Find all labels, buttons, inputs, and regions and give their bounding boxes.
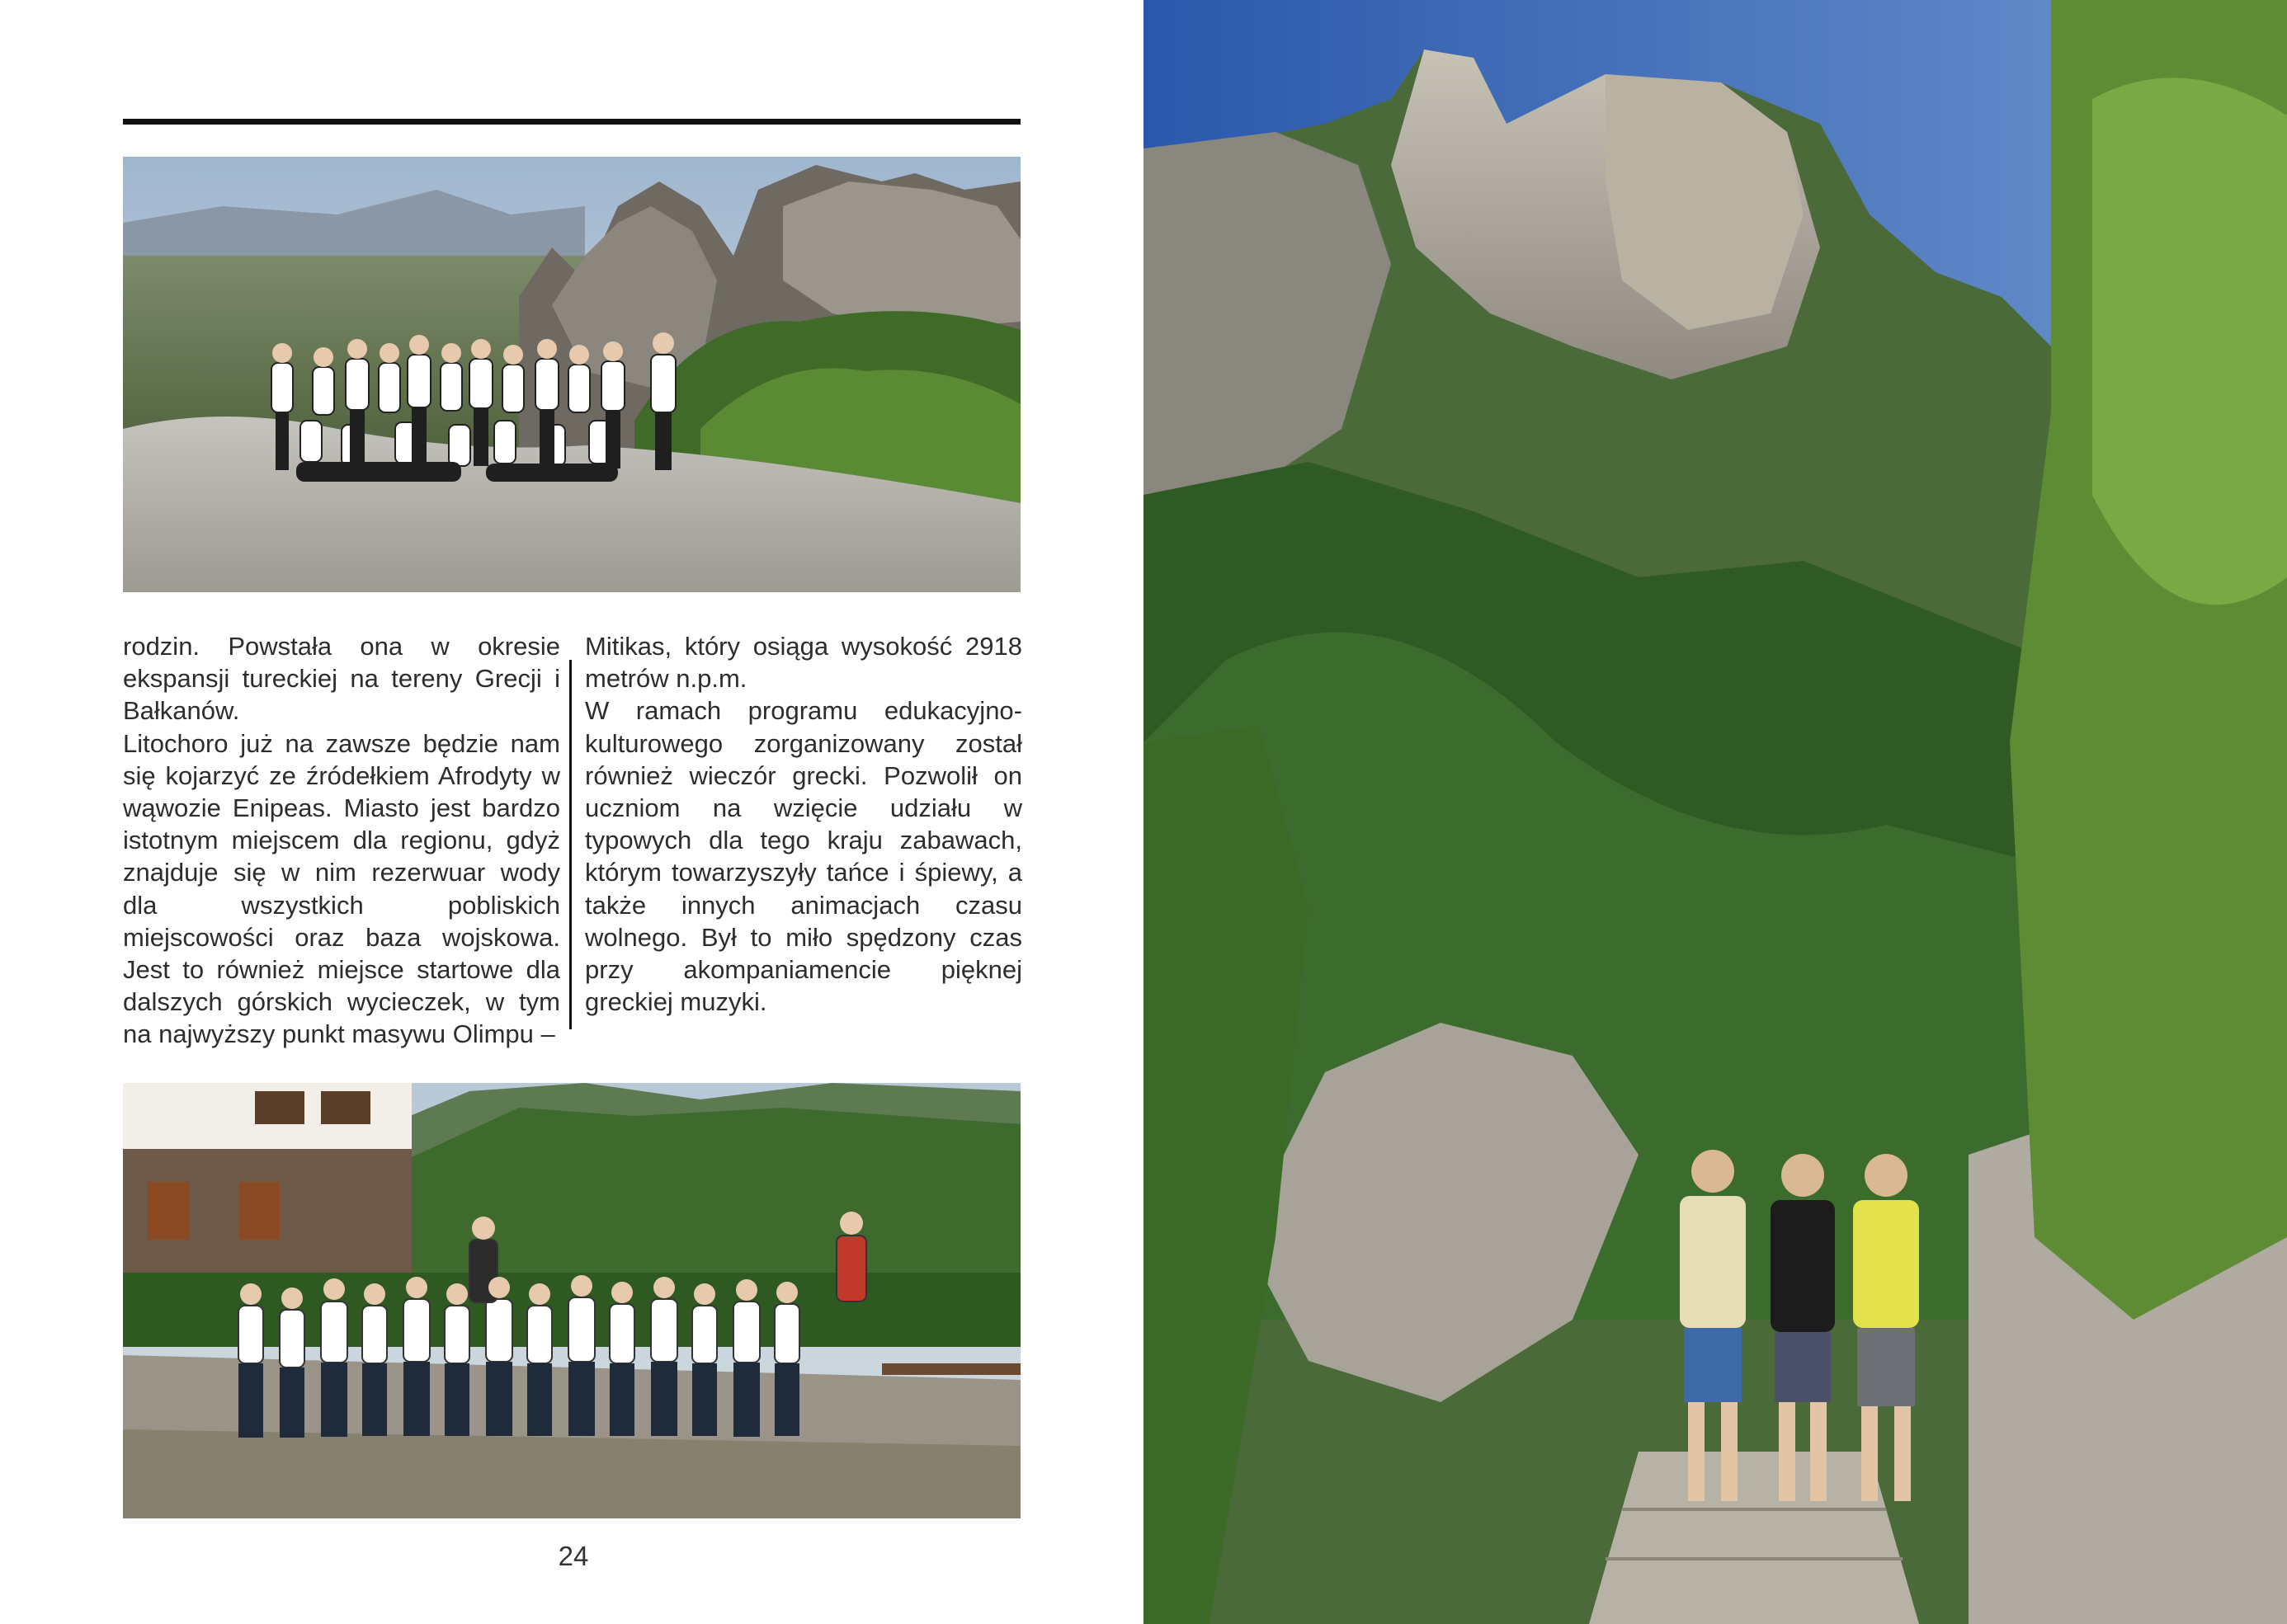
photo-mountain-hikers (1144, 0, 2287, 1624)
photo-group-meteora (123, 157, 1021, 592)
text-column-left (123, 630, 560, 1051)
column-divider (569, 660, 572, 1029)
top-rule (123, 119, 1021, 125)
paragraph: Litochoro już na zawsze będzie nam się kojarzyć ze źródełkiem Afrodyty w wąwozie Enipeas. Miasto jest bardzo istotnym miejscem dla regionu, gdyż znajduje się w nim rezerwuar wody dla wszystkich pobliskich miejscowości oraz baza wojskowa. Jest to również miejsce startowe dla dalszych górskich wycieczek, w tym na najwyższy punkt masywu Olimpu – (123, 728, 560, 1049)
paragraph: W ramach programu edukacyjno-kulturowego zorganizowany został również wieczór grecki. Pozwolił on uczniom na wzięcie udziału w typowych dla tego kraju zabawach, którym towarzyszyły tańce i śpiewy, a także innych animacjach czasu wolnego. Był to miło spędzony czas przy akompaniamencie pięknej greckiej muzyki. (585, 696, 1022, 1017)
text-column-right (585, 630, 1022, 1018)
paragraph: rodzin. Powstała ona w okresie ekspansji tureckiej na tereny Grecji i Bałkanów. (123, 632, 560, 726)
photo-group-litochoro (123, 1083, 1021, 1518)
paragraph: Mitikas, który osiąga wysokość 2918 metrów n.p.m. (585, 632, 1022, 694)
page-number: 24 (558, 1541, 589, 1571)
